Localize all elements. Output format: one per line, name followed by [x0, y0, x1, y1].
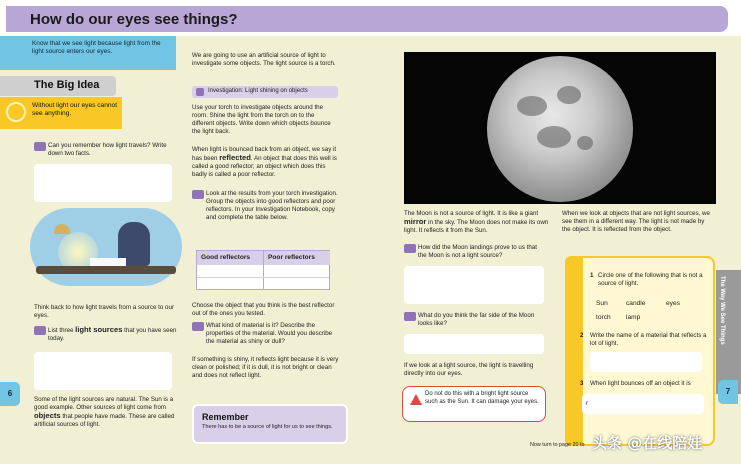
- remember-title: Remember: [202, 412, 249, 422]
- paragraph-reflected-objects: When we look at objects that are not light sources, we see them in a different way. The light is not made by the object. It is reflected from the object.: [562, 210, 710, 233]
- big-idea-title: The Big Idea: [0, 76, 116, 96]
- page-title: How do our eyes see things?: [30, 11, 238, 28]
- paragraph-natural-sources: Some of the light sources are natural. The Sun is a good example. Other sources of light come from objects that people have made. These are called artificial sources of light.: [34, 396, 175, 428]
- paragraph-moon: The Moon is not a source of light. It is like a giant mirror in the sky. The Moon does not make its own light. It reflects it from the Sun.: [404, 210, 549, 234]
- illustration-boy-reading: [30, 208, 182, 286]
- page-number-left: 6: [0, 382, 20, 406]
- moon-image: [487, 56, 633, 202]
- warning-icon: [410, 394, 422, 405]
- quiz-strip: [565, 256, 583, 446]
- answer-box-4[interactable]: [404, 334, 544, 354]
- learning-objective: Know that we see light because light from the light source enters our eyes.: [0, 36, 176, 70]
- book-icon: [90, 258, 126, 266]
- quiz-word-candle[interactable]: candle: [626, 300, 646, 307]
- table-divider: [263, 251, 264, 289]
- desk: [36, 266, 176, 274]
- paragraph-best-reflector: Choose the object that you think is the best reflector out of the ones you tested.: [192, 302, 335, 317]
- moon-crater: [537, 126, 571, 148]
- quiz-answer-3[interactable]: r: [582, 394, 704, 414]
- question-light-travels: Can you remember how light travels? Write down two facts.: [34, 142, 174, 158]
- watermark: 头条 @在线陪娃: [592, 434, 703, 452]
- remember-text: There has to be a source of light for us to see things.: [202, 424, 333, 430]
- pencil-icon: [192, 190, 204, 199]
- paragraph-reflected: When light is bounced back from an object, we say it has been reflected. An object that does this well is called a good reflector; an object which does this badly is called a poor reflector.: [192, 146, 337, 178]
- footer-next-page: Now turn to page 20 to: [530, 442, 585, 448]
- table-header-poor: Poor reflectors: [264, 251, 330, 265]
- answer-box-1[interactable]: [34, 164, 172, 202]
- question-light-sources: List three light sources that you have seen today.: [34, 326, 178, 343]
- pencil-icon: [404, 312, 416, 321]
- pencil-icon: [34, 326, 46, 335]
- paragraph-shiny-dull: If something is shiny, it reflects light because it is very clean or polished; if it is dull, it is not bright or clean and does not reflect light.: [192, 356, 339, 379]
- quiz-item-2: 2 Write the name of a material that reflects a lot of light.: [580, 332, 707, 347]
- quiz-item-1: 1 Circle one of the following that is not a source of light.: [590, 272, 703, 287]
- question-material: What kind of material is it? Describe the properties of the material. Would you describe the material as shiny or dull?: [192, 322, 338, 346]
- paragraph-look-at-source: If we look at a light source, the light is travelling directly into our eyes.: [404, 362, 534, 377]
- quiz-item-3: 3 When light bounces off an object it is: [580, 380, 691, 387]
- pencil-icon: [192, 322, 204, 331]
- question-group-objects: Look at the results from your torch investigation. Group the objects into good reflectors and poor reflectors. In your Investigation Notebook, copy and complete the table below.: [192, 190, 338, 222]
- moon-crater: [557, 86, 581, 104]
- lamp-icon: [54, 224, 70, 234]
- pencil-icon: [34, 142, 46, 151]
- table-row-line: [197, 277, 329, 278]
- quiz-word-sun[interactable]: Sun: [596, 300, 608, 307]
- paragraph-torch-investigation: Use your torch to investigate objects around the room. Shine the light from the torch on to the different objects. Write down which objects bounce the light back.: [192, 104, 331, 135]
- remember-box: [192, 404, 348, 444]
- reflector-table: [196, 250, 330, 290]
- quiz-answer-2[interactable]: [590, 352, 702, 372]
- pencil-icon: [404, 244, 416, 253]
- question-far-side: What do you think the far side of the Moon looks like?: [404, 312, 544, 328]
- page-number-right: 7: [718, 380, 738, 404]
- quiz-word-torch[interactable]: torch: [596, 314, 611, 321]
- paragraph-light-travel: Think back to how light travels from a source to our eyes.: [34, 304, 174, 319]
- investigation-label: Investigation: Light shining on objects: [192, 86, 338, 98]
- hand-icon: [196, 88, 204, 96]
- lightbulb-icon: [6, 102, 26, 122]
- chapter-side-text: The Way We See Things: [719, 276, 725, 345]
- moon-crater: [517, 96, 547, 116]
- quiz-word-lamp[interactable]: lamp: [626, 314, 641, 321]
- answer-box-2[interactable]: [34, 352, 172, 390]
- question-moon-landings: How did the Moon landings prove to us that the Moon is not a light source?: [404, 244, 544, 260]
- table-header-good: Good reflectors: [197, 251, 263, 265]
- answer-box-3[interactable]: [404, 266, 544, 304]
- paragraph-artificial-light: We are going to use an artificial source of light to investigate some objects. The light source is a torch.: [192, 52, 336, 67]
- quiz-word-eyes[interactable]: eyes: [666, 300, 680, 307]
- warning-box: Do not do this with a bright light source such as the Sun. It can damage your eyes.: [402, 386, 546, 422]
- big-idea-text: Without light our eyes cannot see anything.: [0, 97, 122, 129]
- moon-crater: [577, 136, 593, 150]
